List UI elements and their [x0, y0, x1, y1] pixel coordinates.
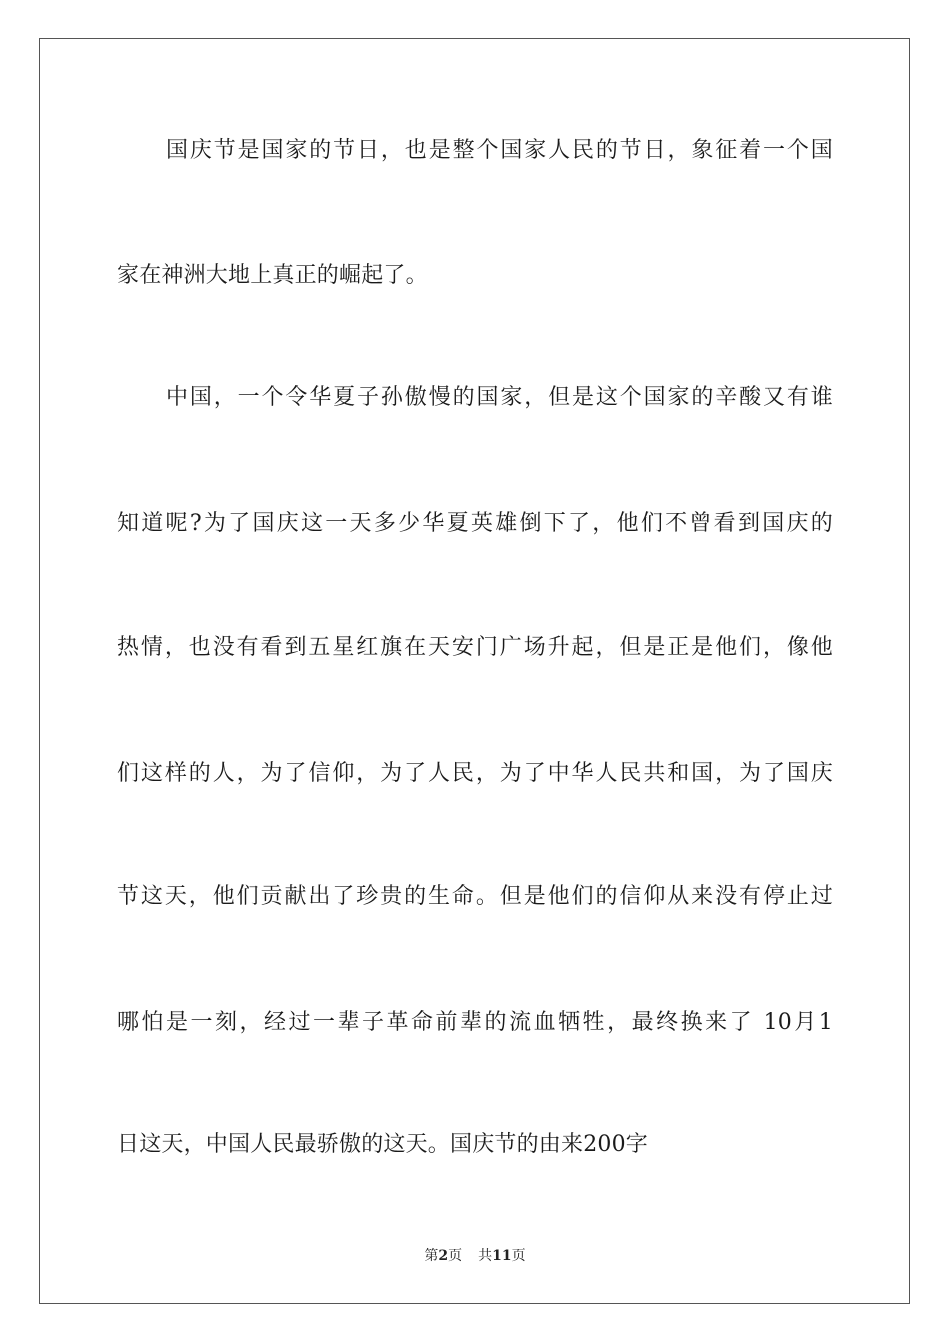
page-frame — [39, 38, 910, 1304]
paragraph-2-line-1: 中国，一个令华夏子孙傲慢的国家，但是这个国家的辛酸又有谁 — [166, 385, 833, 410]
total-pages: 11 — [492, 1248, 512, 1264]
paragraph-2-line-7: 日这天，中国人民最骄傲的这天。国庆节的由来200字 — [117, 1132, 648, 1157]
paragraph-2-line-3: 热情，也没有看到五星红旗在天安门广场升起，但是正是他们，像他 — [117, 635, 833, 660]
paragraph-2-line-5: 节这天，他们贡献出了珍贵的生命。但是他们的信仰从来没有停止过 — [117, 884, 833, 909]
page-footer — [0, 1247, 950, 1265]
paragraph-2-line-6: 哪怕是一刻，经过一辈子革命前辈的流血牺牲，最终换来了 10月1 — [117, 1010, 833, 1035]
paragraph-1-line-2: 家在神洲大地上真正的崛起了。 — [117, 263, 428, 288]
page-label-suffix: 页 — [448, 1248, 463, 1264]
total-label-prefix: 共 — [478, 1248, 493, 1264]
page-number: 2 — [438, 1248, 449, 1264]
paragraph-2-line-4: 们这样的人，为了信仰，为了人民，为了中华人民共和国，为了国庆 — [117, 761, 833, 786]
total-label-suffix: 页 — [511, 1248, 526, 1264]
paragraph-2-line-2: 知道呢?为了国庆这一天多少华夏英雄倒下了，他们不曾看到国庆的 — [117, 511, 833, 536]
paragraph-1-line-1: 国庆节是国家的节日，也是整个国家人民的节日，象征着一个国 — [166, 138, 833, 163]
page-label-prefix: 第 — [424, 1248, 439, 1264]
